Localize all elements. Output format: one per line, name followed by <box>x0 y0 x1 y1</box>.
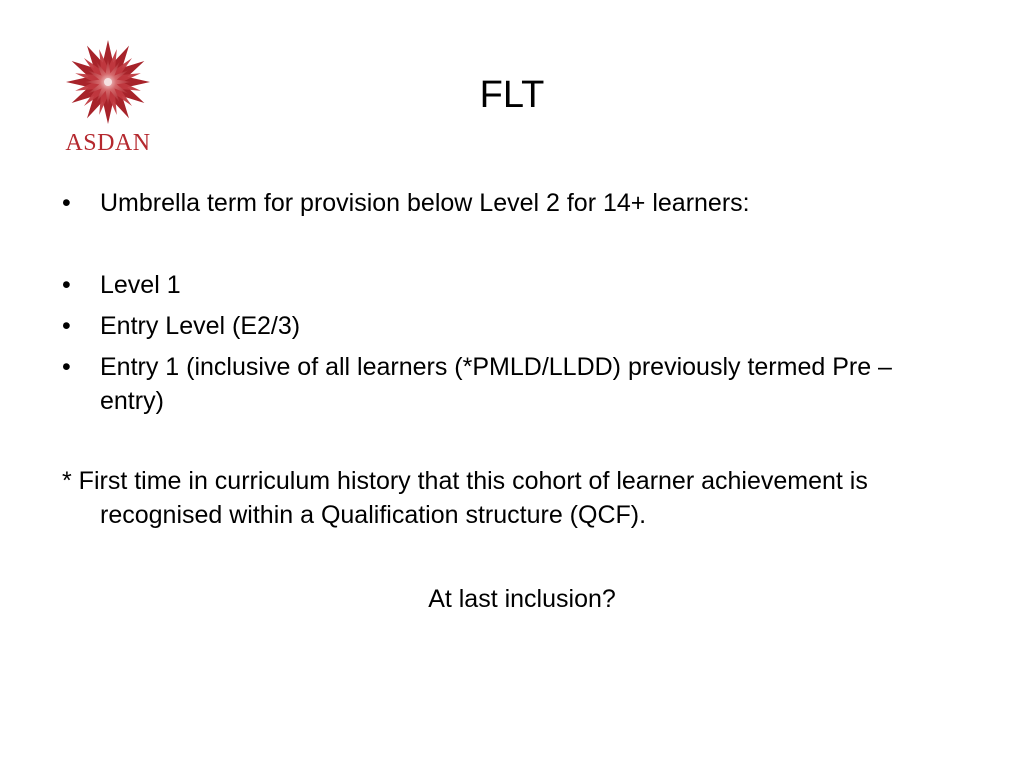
footnote-text: * First time in curriculum history that this cohort of learner achievement is recognised within a Qualification structure (QCF). <box>62 467 868 529</box>
bullet-text: Umbrella term for provision below Level 2 for 14+ learners: <box>100 189 750 217</box>
bullet-text: Level 1 <box>100 271 181 299</box>
bullet-item <box>62 186 962 220</box>
bullet-marker: • <box>62 312 71 340</box>
bullet-marker: • <box>62 353 71 381</box>
bullet-item <box>62 350 962 418</box>
bullet-item <box>62 309 962 343</box>
bullet-text: Entry Level (E2/3) <box>100 312 301 340</box>
slide-body <box>62 186 962 532</box>
bullet-marker: • <box>62 189 71 217</box>
bullet-marker: • <box>62 271 71 299</box>
closing-question: At last inclusion? <box>428 585 616 613</box>
bullet-text: Entry 1 (inclusive of all learners (*PMLD/LLDD) previously termed Pre – entry) <box>100 353 892 415</box>
logo-text: ASDAN <box>65 130 151 156</box>
bullet-item <box>62 268 962 302</box>
slide-title: FLT <box>479 74 545 116</box>
